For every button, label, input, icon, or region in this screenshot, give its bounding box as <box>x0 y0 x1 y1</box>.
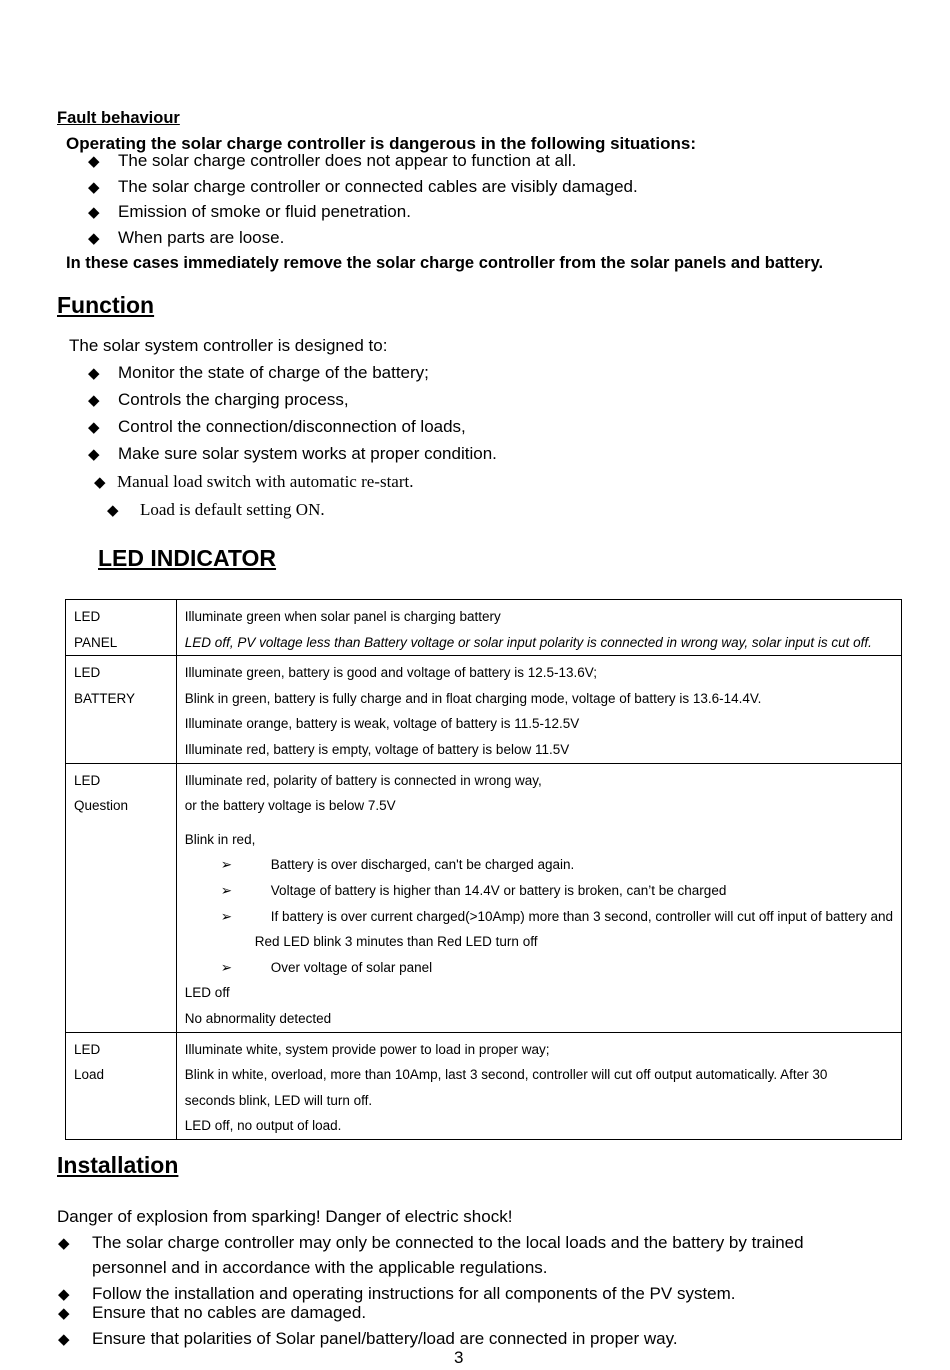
installation-heading: Installation <box>57 1152 179 1178</box>
installation-item-continuation: personnel and in accordance with the applicable regulations. <box>92 1258 548 1277</box>
fault-item: When parts are loose. <box>118 228 285 247</box>
led-desc-line: seconds blink, LED will turn off. <box>184 1092 373 1108</box>
led-desc-line: Illuminate orange, battery is weak, voltage of battery is 11.5-12.5V <box>184 716 580 732</box>
table-row <box>66 1032 902 1139</box>
led-desc-line: Blink in green, battery is fully charge and in float charging mode, voltage of battery is 13.6-14.4V. <box>184 690 762 706</box>
bullet-icon: ◆ <box>58 1305 70 1322</box>
led-blink-item: ➢ Voltage of battery is higher than 14.4V or battery is broken, can’t be charged <box>185 878 893 904</box>
led-blink-item: ➢ If battery is over current charged(>10Amp) more than 3 second, controller will cut off input of battery and <box>185 904 893 930</box>
bullet-icon: ◆ <box>88 204 100 221</box>
installation-item: The solar charge controller may only be connected to the local loads and the battery by trained <box>92 1233 804 1252</box>
led-desc-cell <box>176 656 901 763</box>
led-label-cell <box>66 763 177 1032</box>
led-label: LED <box>74 1041 101 1057</box>
led-label-cell <box>66 656 177 763</box>
led-desc-line: Blink in white, overload, more than 10Amp, last 3 second, controller will cut off output automatically. After 30 <box>184 1067 828 1083</box>
installation-item: Ensure that no cables are damaged. <box>92 1303 367 1322</box>
led-label: BATTERY <box>74 690 136 706</box>
led-desc-line: LED off, no output of load. <box>184 1118 342 1134</box>
led-label: LED <box>74 665 101 681</box>
installation-item: Follow the installation and operating instructions for all components of the PV system. <box>92 1284 736 1303</box>
bullet-icon: ◆ <box>88 446 100 463</box>
bullet-icon: ◆ <box>88 153 100 170</box>
bullet-icon: ◆ <box>88 230 100 247</box>
fault-heading: Fault behaviour <box>57 109 180 127</box>
led-label-cell <box>66 1032 177 1139</box>
function-item: Control the connection/disconnection of loads, <box>118 417 466 436</box>
led-desc-cell <box>176 1032 901 1139</box>
led-desc-line: Illuminate red, battery is empty, voltage of battery is below 11.5V <box>184 741 570 757</box>
led-blink-item: ➢ Battery is over discharged, can't be charged again. <box>185 852 893 878</box>
arrow-icon: ➢ <box>220 857 233 873</box>
led-desc-cell <box>176 763 901 1032</box>
led-label-cell <box>66 600 177 656</box>
led-desc-line: Illuminate white, system provide power to load in proper way; <box>184 1041 550 1057</box>
led-heading: LED INDICATOR <box>98 545 277 571</box>
bullet-icon: ◆ <box>88 419 100 436</box>
table-row <box>66 600 902 656</box>
led-label: LED <box>74 609 101 624</box>
led-blink-continuation: Red LED blink 3 minutes than Red LED turn off <box>254 934 538 950</box>
led-label: LED <box>74 772 101 788</box>
fault-conclusion: In these cases immediately remove the solar charge controller from the solar panels and battery. <box>66 254 824 272</box>
bullet-icon: ◆ <box>107 502 119 519</box>
bullet-icon: ◆ <box>88 365 100 382</box>
function-heading: Function <box>57 292 155 318</box>
fault-item: The solar charge controller does not appear to function at all. <box>118 151 577 170</box>
bullet-icon: ◆ <box>94 474 106 491</box>
bullet-icon: ◆ <box>88 392 100 409</box>
led-table <box>65 599 902 1140</box>
led-blink-intro: Blink in red, <box>184 831 256 847</box>
led-label: Question <box>74 798 129 814</box>
led-label: PANEL <box>74 634 118 650</box>
led-desc-line: No abnormality detected <box>184 1010 332 1026</box>
arrow-icon: ➢ <box>220 959 233 975</box>
table-row <box>66 656 902 763</box>
led-desc-line: LED off <box>184 985 230 1001</box>
arrow-icon: ➢ <box>220 882 233 898</box>
fault-item: The solar charge controller or connected cables are visibly damaged. <box>118 177 638 196</box>
led-desc-line: Illuminate red, polarity of battery is connected in wrong way, <box>184 772 542 788</box>
led-desc-line: or the battery voltage is below 7.5V <box>184 798 396 814</box>
table-row <box>66 763 902 1032</box>
installation-danger: Danger of explosion from sparking! Danger of electric shock! <box>57 1207 513 1226</box>
led-desc-line: Illuminate green, battery is good and voltage of battery is 12.5-13.6V; <box>184 665 598 681</box>
fault-intro: Operating the solar charge controller is dangerous in the following situations: <box>66 134 697 153</box>
function-intro: The solar system controller is designed to: <box>69 336 388 355</box>
arrow-icon: ➢ <box>220 908 233 924</box>
function-sub-item: Load is default setting ON. <box>140 500 325 519</box>
function-item: Monitor the state of charge of the battery; <box>118 363 429 382</box>
bullet-icon: ◆ <box>88 179 100 196</box>
function-manual-item: Manual load switch with automatic re-start. <box>117 472 414 491</box>
led-desc-line: Illuminate green when solar panel is charging battery <box>184 609 501 624</box>
led-blink-item: ➢ Over voltage of solar panel <box>185 955 893 981</box>
fault-item: Emission of smoke or fluid penetration. <box>118 202 411 221</box>
bullet-icon: ◆ <box>58 1235 70 1252</box>
led-desc-cell <box>176 600 901 656</box>
led-label: Load <box>74 1067 105 1083</box>
function-item: Make sure solar system works at proper condition. <box>118 444 497 463</box>
led-desc-line: LED off, PV voltage less than Battery voltage or solar input polarity is connected in wrong way, solar input is cut off. <box>184 634 872 650</box>
bullet-icon: ◆ <box>58 1286 70 1303</box>
page-number: 3 <box>454 1348 464 1367</box>
installation-item: Ensure that polarities of Solar panel/battery/load are connected in proper way. <box>92 1329 678 1348</box>
bullet-icon: ◆ <box>58 1331 70 1348</box>
function-item: Controls the charging process, <box>118 390 349 409</box>
